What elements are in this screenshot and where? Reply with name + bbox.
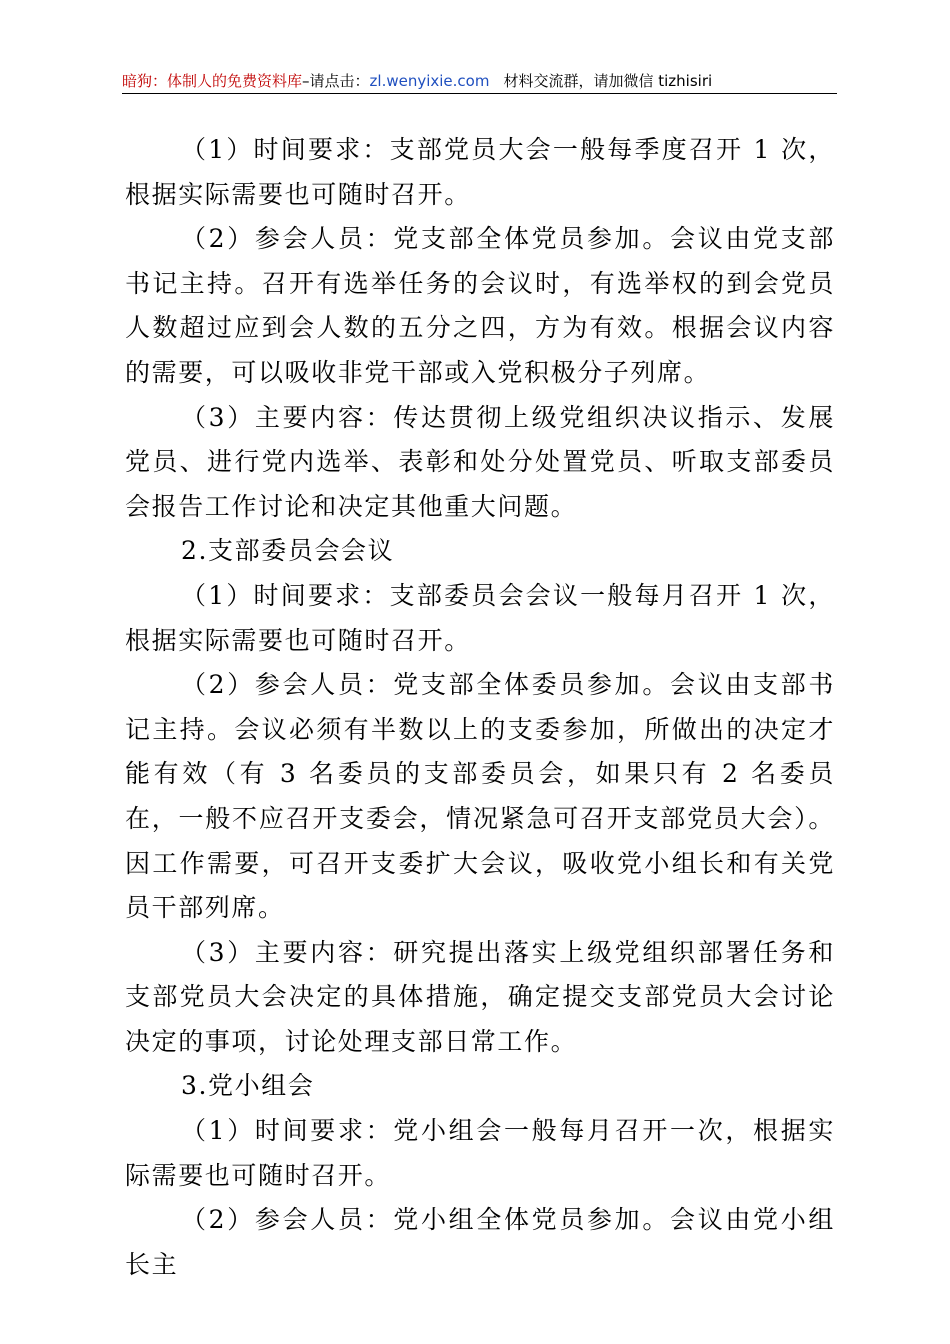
section-heading-party-group: 3.党小组会 — [181, 1071, 315, 1101]
document-body — [125, 128, 835, 1287]
paragraph-3-time-requirement: （1）时间要求：党小组会一般每月召开一次，根据实际需要也可随时召开。 — [125, 1116, 835, 1190]
paragraph-2-time-requirement: （1）时间要求：支部委员会会议一般每月召开 1 次，根据实际需要也可随时召开。 — [125, 580, 835, 655]
header-click-prompt: –请点击： — [302, 72, 370, 90]
paragraph-1-time-requirement: （1）时间要求：支部党员大会一般每季度召开 1 次，根据实际需要也可随时召开。 — [125, 135, 835, 209]
header-url-link[interactable]: zl.wenyixie.com — [369, 72, 490, 90]
header-wechat-note: 材料交流群，请加微信 tizhisiri — [503, 72, 713, 90]
paragraph-2-attendees: （2）参会人员：党支部全体委员参加。会议由支部书记主持。会议必须有半数以上的支委参加，所做出的决定才能有效（有 3 名委员的支部委员会，如果只有 2 名委员在，一般不应召开支委会，情况紧急可召开支部党员大会）。因工作需要，可召开支委扩大会议，吸收党小组长和有关党员干部列席。 — [125, 670, 835, 923]
paragraph-3-attendees: （2）参会人员：党小组全体党员参加。会议由党小组长主 — [125, 1205, 835, 1279]
header-divider — [122, 93, 837, 94]
header-site-name: 暗狗：体制人的免费资料库 — [122, 72, 303, 90]
paragraph-1-attendees: （2）参会人员：党支部全体党员参加。会议由党支部书记主持。召开有选举任务的会议时，有选举权的到会党员人数超过应到会人数的五分之四，方为有效。根据会议内容的需要，可以吸收非党干部或入党积极分子列席。 — [125, 224, 835, 387]
paragraph-2-main-content: （3）主要内容：研究提出落实上级党组织部署任务和支部党员大会决定的具体措施，确定提交支部党员大会讨论决定的事项，讨论处理支部日常工作。 — [125, 937, 835, 1056]
page-header — [122, 70, 837, 92]
paragraph-1-main-content: （3）主要内容：传达贯彻上级党组织决议指示、发展党员、进行党内选举、表彰和处分处置党员、听取支部委员会报告工作讨论和决定其他重大问题。 — [125, 402, 835, 521]
section-heading-branch-committee: 2.支部委员会会议 — [181, 536, 395, 566]
